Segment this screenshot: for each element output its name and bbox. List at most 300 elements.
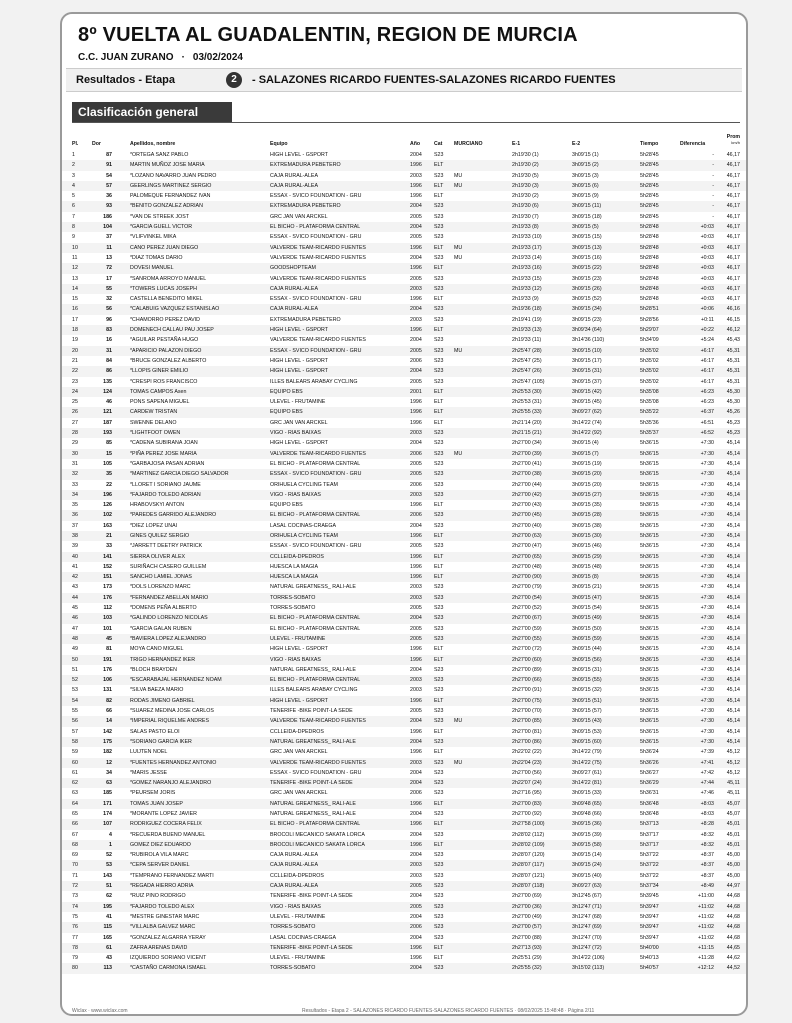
cell-cat: ELT [434,502,444,509]
cell-year: 2004 [410,934,422,941]
cell-pl: 72 [72,883,78,890]
cell-time: 5h35'02 [640,357,659,364]
cell-year: 2006 [410,357,422,364]
cell-diff: +7:30 [700,615,714,622]
section-divider [72,122,740,123]
table-row [62,438,748,448]
cell-prom: 45,14 [726,635,740,642]
cell-name: *CADENA SUBIRANA JOAN [130,440,198,447]
cell-team: ULEVEL - FRUTAMINE [270,399,326,406]
cell-pl: 14 [72,285,78,292]
cell-cat: S23 [434,790,444,797]
cell-year: 2005 [410,543,422,550]
cell-year: 1996 [410,193,422,200]
cell-cat: S23 [434,594,444,601]
cell-team: ULEVEL - FRUTAMINE [270,955,326,962]
cell-team: BROCOLI MECANICO SAKATA LORCA [270,831,365,838]
cell-year: 2004 [410,738,422,745]
cell-cat: S23 [434,450,444,457]
cell-e1: 2h27'00 (75) [512,697,542,704]
cell-name: *BLOCH BRAYDEN [130,666,177,673]
cell-pl: 28 [72,430,78,437]
cell-team: HUESCA LA MAGIA [270,574,318,581]
cell-name: *PEURSEM JORIS [130,790,176,797]
cell-pl: 75 [72,913,78,920]
cell-e2: 3h09'15 (23) [572,275,602,282]
cell-pl: 70 [72,862,78,869]
cell-dor: 112 [103,605,112,612]
cell-team: ESSAX - SVICO FOUNDATION - GRU [270,347,362,354]
cell-prom: 45,14 [726,450,740,457]
cell-time: 5h37'22 [640,872,659,879]
cell-time: 5h36'15 [640,574,659,581]
cell-team: EL BICHO - PLATAFORMA CENTRAL [270,677,361,684]
cell-team: VALVERDE TEAM-RICARDO FUENTES [270,759,366,766]
cell-dor: 105 [103,460,112,467]
cell-cat: S23 [434,677,444,684]
cell-prom: 45,30 [726,399,740,406]
event-date: 03/02/2024 [192,52,243,63]
cell-team: VIGO - RIAS BAIXAS [270,903,321,910]
cell-e1: 2h27'00 (90) [512,574,542,581]
cell-e1: 2h19'33 (11) [512,337,542,344]
cell-diff: +7:39 [700,749,714,756]
cell-team: ESSAX - SVICO FOUNDATION - GRU [270,193,362,200]
cell-cat: S23 [434,759,444,766]
cell-cat: S23 [434,275,444,282]
cell-year: 2005 [410,635,422,642]
cell-prom: 45,31 [726,347,740,354]
cell-dor: 176 [103,594,112,601]
table-row [62,634,748,644]
cell-diff: - [712,162,714,169]
cell-e2: 3h09'15 (4) [572,440,599,447]
cell-year: 1996 [410,646,422,653]
cell-diff: +0:11 [700,316,714,323]
cell-e1: 2h27'00 (56) [512,769,542,776]
cell-team: TENERIFE -BIKE POINT-LA SEDE [270,708,353,715]
cell-e2: 3h09'15 (30) [572,532,602,539]
cell-e1: 2h19'30 (7) [512,213,539,220]
cell-name: *FERNANDEZ ABELLAN MARIO [130,594,209,601]
cell-year: 2004 [410,224,422,231]
cell-diff: +7:30 [700,471,714,478]
cell-cat: ELT [434,399,444,406]
cell-prom: 45,14 [726,512,740,519]
cell-e2: 3h14'22 (74) [572,419,602,426]
cell-team: GOODSHOPTEAM [270,265,316,272]
cell-cat: S23 [434,306,444,313]
cell-diff: +7:30 [700,481,714,488]
cell-year: 2004 [410,913,422,920]
cell-time: 5h36'15 [640,687,659,694]
cell-pl: 16 [72,306,78,313]
cell-e2: 3h09'15 (28) [572,512,602,519]
cell-e1: 2h27'00 (57) [512,924,542,931]
cell-prom: 45,14 [726,543,740,550]
cell-dor: 53 [106,862,112,869]
table-row [62,521,748,531]
cell-e2: 3h09'27 (63) [572,883,602,890]
cell-dor: 63 [106,780,112,787]
cell-e2: 3h12'47 (72) [572,944,602,951]
cell-e2: 3h09'15 (17) [572,357,602,364]
cell-cat: S23 [434,368,444,375]
cell-e1: 2h19'36 (18) [512,306,542,313]
table-row [62,160,748,170]
cell-pl: 7 [72,213,75,220]
cell-time: 5h35'08 [640,399,659,406]
cell-diff: +6:23 [700,399,714,406]
cell-pl: 12 [72,265,78,272]
cell-pl: 61 [72,769,78,776]
cell-time: 5h39'47 [640,934,659,941]
cell-pl: 30 [72,450,78,457]
cell-prom: 45,14 [726,460,740,467]
cell-team: GRC JAN VAN ARCKEL [270,213,328,220]
cell-prom: 46,17 [726,224,740,231]
cell-dor: 37 [106,234,112,241]
cell-pl: 53 [72,687,78,694]
cell-cat: ELT [434,409,444,416]
table-row [62,356,748,366]
cell-diff: +7:30 [700,625,714,632]
cell-dor: 135 [103,378,112,385]
cell-pl: 23 [72,378,78,385]
cell-pl: 15 [72,296,78,303]
cell-time: 5h36'15 [640,656,659,663]
cell-cat: ELT [434,955,444,962]
cell-e1: 2h27'00 (52) [512,605,542,612]
cell-time: 5h29'07 [640,327,659,334]
cell-team: ILLES BALEARS ARABAY CYCLING [270,378,358,385]
cell-e2: 3h09'27 (62) [572,409,602,416]
cell-year: 2004 [410,368,422,375]
table-row [62,788,748,798]
cell-diff: +11:02 [698,934,714,941]
cell-dor: 83 [106,327,112,334]
cell-team: TENERIFE -BIKE POINT-LA SEDE [270,893,353,900]
cell-cat: ELT [434,327,444,334]
cell-team: BROCOLI MECANICO SAKATA LORCA [270,841,365,848]
cell-cat: ELT [434,553,444,560]
col-prom-label: Prom [726,134,740,140]
cell-cat: S23 [434,481,444,488]
cell-cat: S23 [434,831,444,838]
cell-dor: 15 [106,450,112,457]
cell-year: 2004 [410,666,422,673]
cell-team: ORIHUELA CYCLING TEAM [270,532,338,539]
cell-team: LASAL COCINAS-CRAEGA [270,934,337,941]
table-row [62,933,748,943]
cell-year: 2006 [410,450,422,457]
cell-team: NATURAL GREATNESS_ RALI-ALE [270,800,356,807]
table-row [62,860,748,870]
cell-dor: 46 [106,399,112,406]
cell-prom: 45,01 [726,821,740,828]
cell-pl: 8 [72,224,75,231]
table-row [62,871,748,881]
cell-diff: +0:03 [700,265,714,272]
cell-prom: 44,68 [726,893,740,900]
cell-dor: 31 [106,347,112,354]
cell-murciano: MU [454,759,463,766]
cell-time: 5h35'02 [640,347,659,354]
cell-pl: 59 [72,749,78,756]
cell-diff: +7:30 [700,646,714,653]
cell-time: 5h28'48 [640,244,659,251]
cell-cat: S23 [434,430,444,437]
cell-name: *CEPA SERVER DANIEL [130,862,190,869]
cell-e2: 3h09'27 (61) [572,769,602,776]
cell-dor: 103 [103,615,112,622]
cell-e2: 3h09'15 (21) [572,584,602,591]
cell-e1: 2h27'00 (44) [512,481,542,488]
cell-e2: 3h09'15 (58) [572,841,602,848]
cell-diff: +6:51 [700,419,714,426]
cell-dor: 61 [106,944,112,951]
cell-name: *LLORET I SORIANO JAUME [130,481,201,488]
cell-time: 5h37'13 [640,821,659,828]
cell-year: 1996 [410,327,422,334]
cell-prom: 46,17 [726,275,740,282]
cell-e1: 2h27'00 (38) [512,471,542,478]
cell-cat: S23 [434,903,444,910]
table-row [62,572,748,582]
cell-year: 1996 [410,944,422,951]
cell-team: GRC JAN VAN ARCKEL [270,419,328,426]
cell-year: 2004 [410,152,422,158]
cell-e2: 3h09'15 (53) [572,728,602,735]
cell-diff: +7:30 [700,594,714,601]
col-name: Apellidos, nombre [130,141,176,147]
cell-team: VALVERDE TEAM-RICARDO FUENTES [270,337,366,344]
cell-name: *ESCARABAJAL HERNANDEZ NOAM [130,677,222,684]
cell-year: 2003 [410,677,422,684]
cell-cat: S23 [434,913,444,920]
table-row [62,850,748,860]
cell-year: 2003 [410,491,422,498]
cell-pl: 44 [72,594,78,601]
cell-year: 2005 [410,903,422,910]
cell-prom: 44,68 [726,913,740,920]
table-row [62,562,748,572]
cell-diff: +7:30 [700,666,714,673]
table-row [62,418,748,428]
cell-cat: S23 [434,924,444,931]
cell-diff: +7:30 [700,440,714,447]
cell-cat: S23 [434,254,444,261]
cell-e1: 2h27'00 (60) [512,656,542,663]
cell-year: 1996 [410,182,422,189]
cell-diff: +7:30 [700,728,714,735]
cell-team: VALVERDE TEAM-RICARDO FUENTES [270,450,366,457]
cell-time: 5h36'15 [640,728,659,735]
cell-time: 5h28'45 [640,172,659,179]
cell-prom: 46,17 [726,152,740,158]
cell-team: EQUIPO EBS [270,388,303,395]
cell-e2: 3h09'15 (19) [572,460,602,467]
cell-pl: 57 [72,728,78,735]
cell-year: 1996 [410,749,422,756]
cell-cat: S23 [434,718,444,725]
cell-dor: 62 [106,893,112,900]
cell-diff: +11:15 [698,944,714,951]
cell-cat: S23 [434,234,444,241]
table-row [62,397,748,407]
cell-year: 1996 [410,399,422,406]
cell-e1: 2h19'41 (19) [512,316,542,323]
cell-year: 2005 [410,625,422,632]
cell-prom: 45,14 [726,656,740,663]
cell-e2: 3h09'15 (54) [572,605,602,612]
cell-prom: 45,12 [726,749,740,756]
cell-e1: 2h25'55 (33) [512,409,542,416]
cell-e2: 3h09'15 (5) [572,224,599,231]
cell-team: NATURAL GREATNESS_ RALI-ALE [270,584,356,591]
cell-time: 5h36'31 [640,790,659,797]
cell-name: *AGUILAR PESTAÑA HUGO [130,337,199,344]
cell-pl: 17 [72,316,78,323]
cell-prom: 45,14 [726,563,740,570]
cell-time: 5h36'15 [640,666,659,673]
table-row [62,778,748,788]
cell-prom: 44,68 [726,924,740,931]
cell-pl: 47 [72,625,78,632]
cell-cat: ELT [434,800,444,807]
cell-team: EL BICHO - PLATAFORMA CENTRAL [270,625,361,632]
cell-diff: +11:02 [698,913,714,920]
cell-e2: 3h09'15 (10) [572,347,602,354]
cell-team: EXTREMADURA PEBETERO [270,316,341,323]
cell-team: HIGH LEVEL - GSPORT [270,152,328,158]
cell-name: *DIEZ LOPEZ UNAI [130,522,178,529]
cell-time: 5h36'15 [640,440,659,447]
cell-dor: 163 [103,522,112,529]
cell-dor: 124 [103,388,112,395]
cell-time: 5h36'15 [640,718,659,725]
cell-diff: +11:28 [698,955,714,962]
cell-time: 5h39'47 [640,903,659,910]
cell-dor: 182 [103,749,112,756]
cell-e2: 3h15'02 (113) [572,965,605,972]
cell-time: 5h36'15 [640,543,659,550]
cell-prom: 46,16 [726,306,740,313]
cell-prom: 45,14 [726,687,740,694]
cell-cat: ELT [434,944,444,951]
cell-e1: 2h22'07 (24) [512,780,542,787]
cell-e1: 2h25'55 (32) [512,965,542,972]
cell-prom: 45,31 [726,357,740,364]
cell-name: *LIGHTFOOT OWEN [130,430,181,437]
cell-team: CCLLEIDA-DPEDROS [270,872,324,879]
cell-time: 5h36'27 [640,769,659,776]
cell-e1: 2h25'51 (29) [512,955,542,962]
cell-e2: 3h09'15 (18) [572,213,602,220]
cell-name: *RUBIROLA VILA MARC [130,852,189,859]
cell-e1: 2h27'00 (88) [512,934,542,941]
cell-e1: 2h19'30 (2) [512,193,539,200]
cell-time: 5h28'45 [640,203,659,210]
cell-time: 5h35'37 [640,430,659,437]
cell-team: GRC JAN VAN ARCKEL [270,790,328,797]
cell-e2: 3h09'15 (37) [572,378,602,385]
cell-dor: 142 [103,728,112,735]
cell-dor: 87 [106,152,112,158]
cell-dor: 101 [103,625,112,632]
cell-year: 2005 [410,708,422,715]
cell-dor: 175 [103,738,112,745]
cell-cat: S23 [434,893,444,900]
cell-dor: 93 [106,203,112,210]
cell-team: ORIHUELA CYCLING TEAM [270,481,338,488]
cell-e1: 2h27'16 (95) [512,790,542,797]
cell-diff: +7:30 [700,522,714,529]
cell-e1: 2h27'00 (89) [512,666,542,673]
cell-prom: 45,14 [726,615,740,622]
cell-name: *MESTRE GINESTAR MARC [130,913,200,920]
cell-dor: 45 [106,635,112,642]
table-row [62,449,748,459]
cell-e2: 3h09'15 (20) [572,471,602,478]
cell-time: 5h36'15 [640,594,659,601]
table-row [62,552,748,562]
cell-diff: +7:30 [700,574,714,581]
cell-e1: 2h25'47 (28) [512,347,542,354]
cell-name: *JARRETT DEETRY PATRICK [130,543,203,550]
cell-e2: 3h09'15 (55) [572,677,602,684]
cell-year: 2004 [410,440,422,447]
cell-murciano: MU [454,450,463,457]
cell-time: 5h28'48 [640,296,659,303]
cell-cat: ELT [434,265,444,272]
cell-e1: 2h27'00 (83) [512,800,542,807]
stage-name: - SALAZONES RICARDO FUENTES-SALAZONES RICARDO FUENTES [252,74,616,86]
cell-cat: S23 [434,811,444,817]
cell-year: 1996 [410,409,422,416]
cell-prom: 45,01 [726,841,740,848]
cell-name: RODAS JIMENO GABRIEL [130,697,195,704]
cell-cat: ELT [434,841,444,848]
cell-dor: 4 [109,831,112,838]
cell-e1: 2h28'07 (117) [512,862,545,869]
cell-e1: 2h27'00 (92) [512,811,542,817]
cell-name: *GOMEZ NARANJO ALEJANDRO [130,780,212,787]
cell-murciano: MU [454,254,463,261]
event-subtitle [78,52,243,63]
table-row [62,335,748,345]
cell-prom: 45,12 [726,759,740,766]
cell-e1: 2h28'07 (118) [512,883,545,890]
cell-name: SALAS PASTO ELOI [130,728,180,735]
cell-year: 1996 [410,296,422,303]
table-row [62,274,748,284]
table-row [62,304,748,314]
cell-e2: 3h09'15 (31) [572,368,602,375]
cell-name: *CALABUIG VAZQUEZ ESTANISLAO [130,306,220,313]
cell-dor: 41 [106,913,112,920]
cell-pl: 43 [72,584,78,591]
cell-e2: 3h09'15 (31) [572,666,602,673]
cell-diff: +7:44 [700,780,714,787]
cell-dor: 13 [106,254,112,261]
cell-e2: 3h12'47 (71) [572,903,602,910]
cell-diff: +7:30 [700,450,714,457]
table-row [62,222,748,232]
table-row [62,696,748,706]
cell-diff: +12:12 [697,965,714,972]
cell-year: 1996 [410,800,422,807]
